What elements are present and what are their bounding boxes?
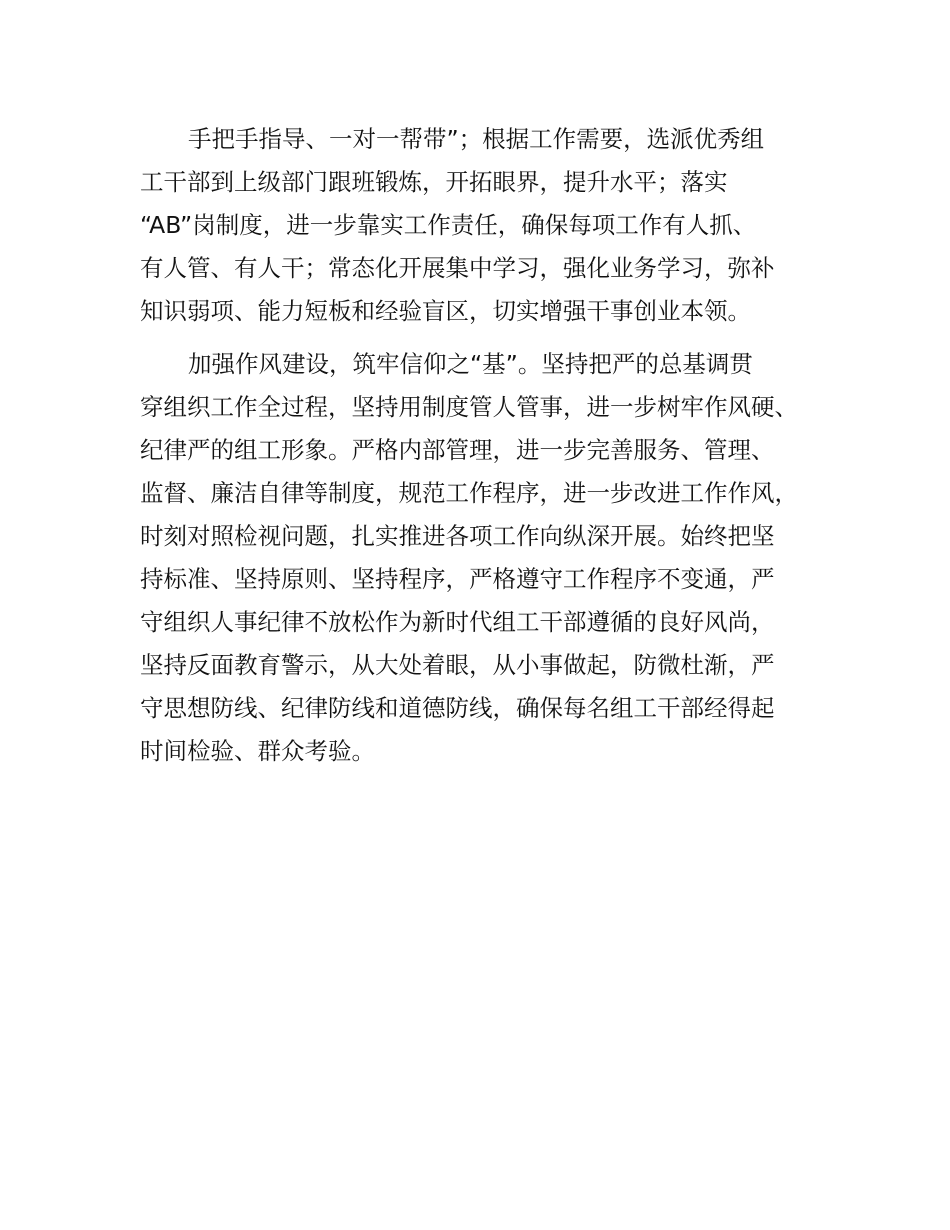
paragraph-line: 守思想防线、纪律防线和道德防线，确保每名组工干部经得起 [140, 694, 775, 722]
paragraph-1 [140, 118, 840, 333]
paragraph-line: 时刻对照检视问题，扎实推进各项工作向纵深开展。始终把坚 [140, 522, 775, 550]
paragraph-line: 知识弱项、能力短板和经验盲区，切实增强干事创业本领。 [140, 297, 751, 325]
paragraph-line: 工干部到上级部门跟班锻炼，开拓眼界，提升水平；落实 [140, 168, 728, 196]
paragraph-line: 加强作风建设，筑牢信仰之“基”。坚持把严的总基调贯 [188, 350, 753, 378]
paragraph-line: 持标准、坚持原则、坚持程序，严格遵守工作程序不变通，严 [140, 565, 775, 593]
paragraph-line: 守组织人事纪律不放松作为新时代组工干部遵循的良好风尚， [140, 608, 775, 636]
document-body [140, 118, 840, 773]
paragraph-2 [140, 343, 840, 773]
paragraph-line: 时间检验、群众考验。 [140, 737, 375, 765]
paragraph-spacer [140, 333, 840, 343]
paragraph-line: 穿组织工作全过程，坚持用制度管人管事，进一步树牢作风硬、 [140, 393, 798, 421]
paragraph-line: 监督、廉洁自律等制度，规范工作程序，进一步改进工作作风， [140, 479, 798, 507]
paragraph-line: 坚持反面教育警示，从大处着眼，从小事做起，防微杜渐，严 [140, 651, 775, 679]
paragraph-line: 有人管、有人干；常态化开展集中学习，强化业务学习，弥补 [140, 254, 775, 282]
paragraph-line: 手把手指导、一对一帮带”；根据工作需要，选派优秀组 [188, 125, 765, 153]
paragraph-line: “AB”岗制度，进一步靠实工作责任，确保每项工作有人抓、 [140, 211, 757, 239]
paragraph-line: 纪律严的组工形象。严格内部管理，进一步完善服务、管理、 [140, 436, 775, 464]
